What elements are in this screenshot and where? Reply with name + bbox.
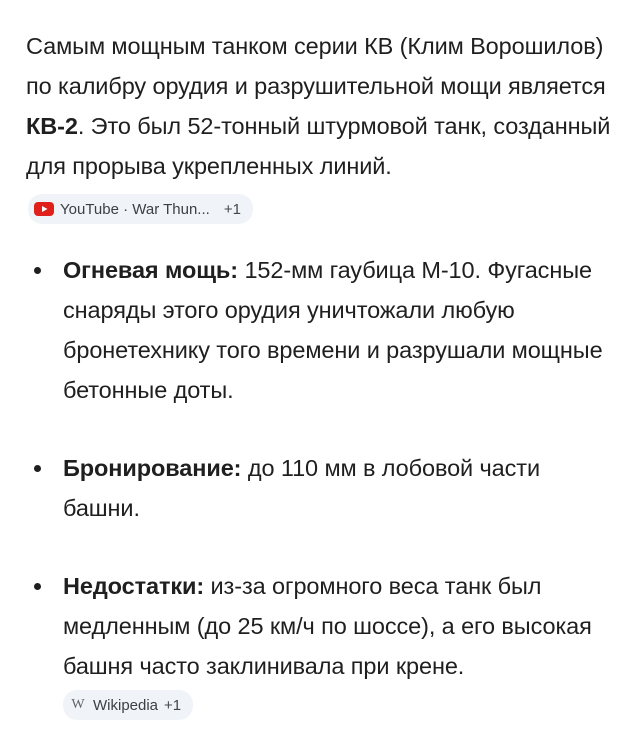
intro-text-before: Самым мощным танком серии КВ (Клим Ворошилов) по калибру орудия и разрушительной мощи является	[26, 33, 606, 99]
bullet-item-armor	[26, 448, 614, 528]
bullet-item-firepower	[26, 250, 614, 410]
source-chip-youtube[interactable]	[28, 194, 253, 224]
intro-text-after: . Это был 52-тонный штурмовой танк, созданный для прорыва укрепленных линий.	[26, 113, 611, 179]
source-chip-more-count: +1	[223, 200, 241, 218]
bullet-label: Недостатки:	[63, 573, 205, 599]
source-chip-label: Wikipedia	[93, 696, 159, 714]
youtube-icon	[34, 202, 54, 216]
wikipedia-icon: W	[71, 697, 85, 712]
bullet-text: из-за огромного веса танк был медленным (до 25 км/ч по шоссе), а его высокая башня часто заклинивала при крене.	[63, 573, 592, 679]
bullet-dot	[34, 583, 41, 590]
source-chip-wikipedia[interactable]	[63, 690, 193, 720]
bullet-list	[26, 250, 614, 686]
bullet-dot	[34, 267, 41, 274]
source-chip-label: YouTube · War Thun...	[60, 200, 210, 218]
bullet-dot	[34, 465, 41, 472]
bullet-item-drawbacks	[26, 566, 614, 686]
source-chip-more-count: +1	[164, 696, 182, 714]
intro-paragraph	[26, 26, 614, 186]
bullet-label: Бронирование:	[63, 455, 242, 481]
intro-highlight: КВ-2	[26, 113, 78, 139]
bullet-text: 152-мм гаубица М-10. Фугасные снаряды этого орудия уничтожали любую бронетехнику того времени и разрушали мощные бетонные доты.	[63, 257, 603, 403]
bullet-label: Огневая мощь:	[63, 257, 239, 283]
bullet-text: до 110 мм в лобовой части башни.	[63, 455, 540, 521]
